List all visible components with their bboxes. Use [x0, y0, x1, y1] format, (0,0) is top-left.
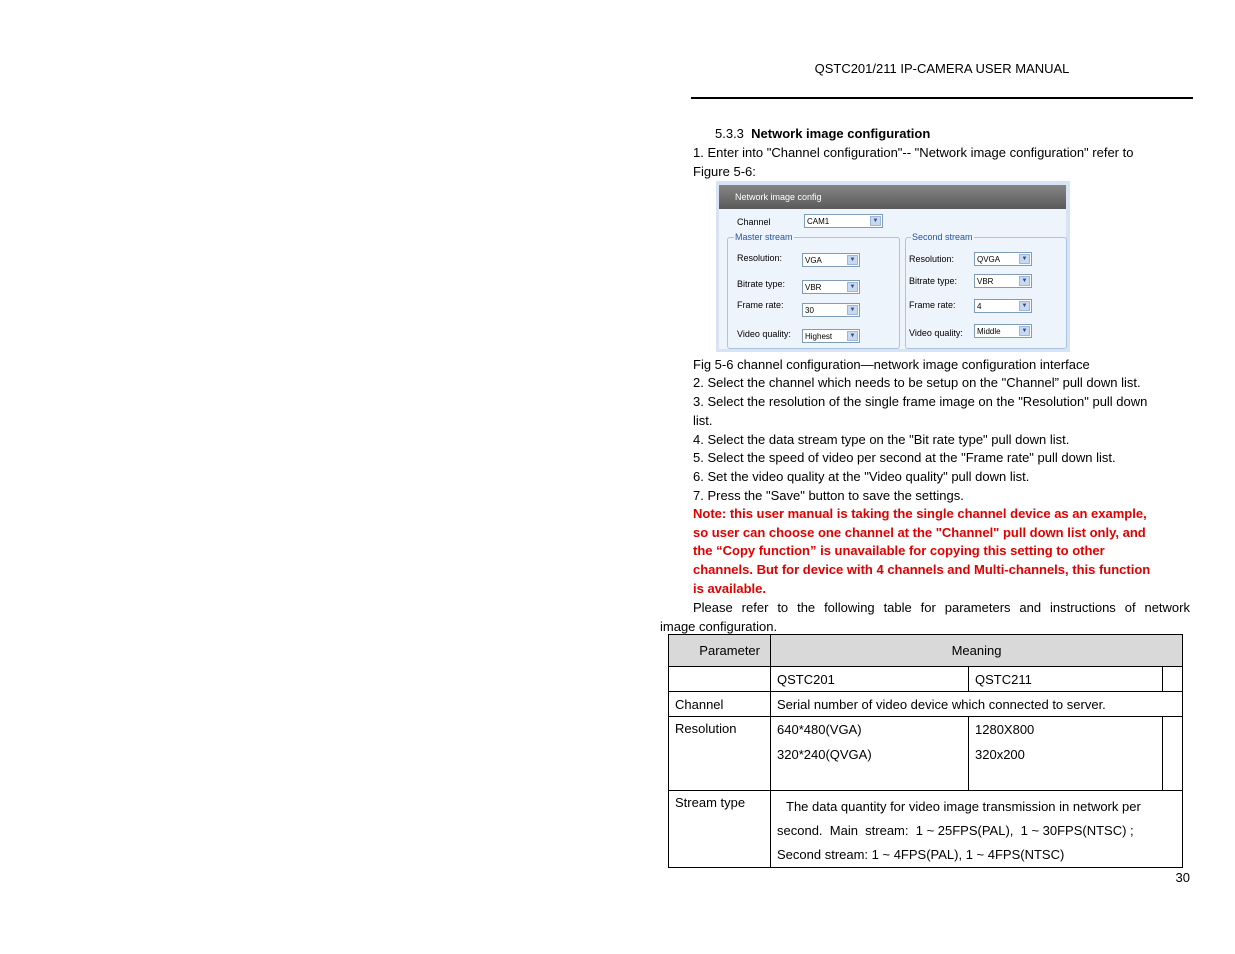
- table-row: [669, 791, 1183, 868]
- master-framerate-select[interactable]: [802, 303, 860, 317]
- chevron-down-icon: ▼: [847, 331, 858, 341]
- empty-cell: [1163, 667, 1183, 692]
- master-stream-legend: Master stream: [735, 232, 793, 242]
- header-meaning: Meaning: [771, 635, 1183, 667]
- step-3-cont: list.: [693, 413, 713, 428]
- master-bitrate-select[interactable]: [802, 280, 860, 294]
- chevron-down-icon: ▼: [847, 282, 858, 292]
- second-quality-value: Middle: [977, 327, 1001, 336]
- intro-line-2: Figure 5-6:: [693, 164, 756, 179]
- second-framerate-value: 4: [977, 302, 982, 311]
- second-stream-legend: Second stream: [912, 232, 973, 242]
- stream-line-1: The data quantity for video image transmission in network per: [786, 799, 1141, 814]
- step-5: 5. Select the speed of video per second at the "Frame rate" pull down list.: [693, 450, 1116, 465]
- note-line-4: channels. But for device with 4 channels and Multi-channels, this function: [693, 562, 1151, 577]
- second-bitrate-label: Bitrate type:: [909, 276, 958, 286]
- step-3: 3. Select the resolution of the single frame image on the "Resolution" pull down: [693, 394, 1148, 409]
- master-resolution-label: Resolution:: [737, 253, 783, 263]
- second-bitrate-value: VBR: [977, 277, 994, 286]
- master-bitrate-value: VBR: [805, 283, 822, 292]
- master-framerate-label: Frame rate:: [737, 300, 784, 310]
- chevron-down-icon: ▼: [1019, 276, 1030, 286]
- empty-cell: [669, 667, 771, 692]
- second-resolution-label: Resolution:: [909, 254, 955, 264]
- screenshot-title: Network image config: [719, 185, 1066, 209]
- master-framerate-value: 30: [805, 306, 814, 315]
- table-row: [669, 692, 1183, 717]
- chevron-down-icon: ▼: [870, 216, 881, 226]
- header-rule: [691, 97, 1193, 99]
- chevron-down-icon: ▼: [847, 305, 858, 315]
- table-row: [669, 667, 1183, 692]
- table-intro-line-1: Please refer to the following table for parameters and instructions of network: [693, 600, 1190, 615]
- chevron-down-icon: ▼: [847, 255, 858, 265]
- channel-meaning: Serial number of video device which connected to server.: [771, 692, 1183, 717]
- model-b-cell: QSTC211: [969, 667, 1163, 692]
- second-resolution-value: QVGA: [977, 255, 1001, 264]
- step-2: 2. Select the channel which needs to be setup on the "Channel” pull down list.: [693, 375, 1141, 390]
- stream-line-2: second. Main stream: 1 ~ 25FPS(PAL), 1 ~ 30FPS(NTSC) ;: [777, 823, 1134, 838]
- figure-caption: Fig 5-6 channel configuration—network image configuration interface: [693, 357, 1090, 372]
- running-header: QSTC201/211 IP-CAMERA USER MANUAL: [814, 61, 1070, 76]
- table-intro-line-2: image configuration.: [660, 619, 778, 634]
- channel-select[interactable]: [804, 214, 883, 228]
- master-quality-value: Highest: [805, 332, 833, 341]
- intro-line-1: 1. Enter into "Channel configuration"-- "Network image configuration" refer to: [693, 145, 1134, 160]
- step-4: 4. Select the data stream type on the "Bit rate type" pull down list.: [693, 432, 1070, 447]
- master-resolution-value: VGA: [805, 256, 822, 265]
- step-7: 7. Press the "Save" button to save the settings.: [693, 488, 964, 503]
- table-header-row: [669, 635, 1183, 667]
- channel-select-value: CAM1: [807, 217, 830, 226]
- section-heading: [715, 124, 930, 143]
- second-quality-label: Video quality:: [909, 328, 963, 338]
- page-number: 30: [1175, 870, 1190, 885]
- second-framerate-label: Frame rate:: [909, 300, 956, 310]
- note-line-2: so user can choose one channel at the "Channel" pull down list only, and: [693, 525, 1146, 540]
- resolution-model-a: [771, 717, 969, 791]
- second-bitrate-select[interactable]: [974, 274, 1032, 288]
- stream-line-3: Second stream: 1 ~ 4FPS(PAL), 1 ~ 4FPS(NTSC): [777, 847, 1065, 862]
- master-quality-label: Video quality:: [737, 329, 791, 339]
- step-6: 6. Set the video quality at the "Video quality" pull down list.: [693, 469, 1030, 484]
- second-resolution-select[interactable]: [974, 252, 1032, 266]
- master-bitrate-label: Bitrate type:: [737, 279, 786, 289]
- chevron-down-icon: ▼: [1019, 254, 1030, 264]
- parameter-table: [668, 634, 1183, 868]
- table-row: [669, 717, 1183, 791]
- note-line-3: the “Copy function” is unavailable for copying this setting to other: [693, 543, 1105, 558]
- stream-type-meaning: [771, 791, 1183, 868]
- chevron-down-icon: ▼: [1019, 326, 1030, 336]
- master-resolution-select[interactable]: [802, 253, 860, 267]
- chevron-down-icon: ▼: [1019, 301, 1030, 311]
- note-line-1: Note: this user manual is taking the single channel device as an example,: [693, 506, 1147, 521]
- section-title: Network image configuration: [751, 126, 931, 141]
- master-quality-select[interactable]: [802, 329, 860, 343]
- empty-cell: [1163, 717, 1183, 791]
- note-line-5: is available.: [693, 581, 766, 596]
- stream-type-param: Stream type: [669, 791, 771, 868]
- resolution-b1: 1280X800: [975, 722, 1035, 737]
- resolution-a2: 320*240(QVGA): [777, 747, 872, 762]
- header-parameter: Parameter: [669, 635, 771, 667]
- model-a-cell: QSTC201: [771, 667, 969, 692]
- section-number: 5.3.3: [715, 126, 744, 141]
- resolution-b2: 320x200: [975, 747, 1025, 762]
- second-quality-select[interactable]: [974, 324, 1032, 338]
- channel-label: Channel: [737, 217, 771, 227]
- channel-param: Channel: [669, 692, 771, 717]
- resolution-model-b: [969, 717, 1163, 791]
- resolution-a1: 640*480(VGA): [777, 722, 862, 737]
- second-framerate-select[interactable]: [974, 299, 1032, 313]
- resolution-param: Resolution: [669, 717, 771, 791]
